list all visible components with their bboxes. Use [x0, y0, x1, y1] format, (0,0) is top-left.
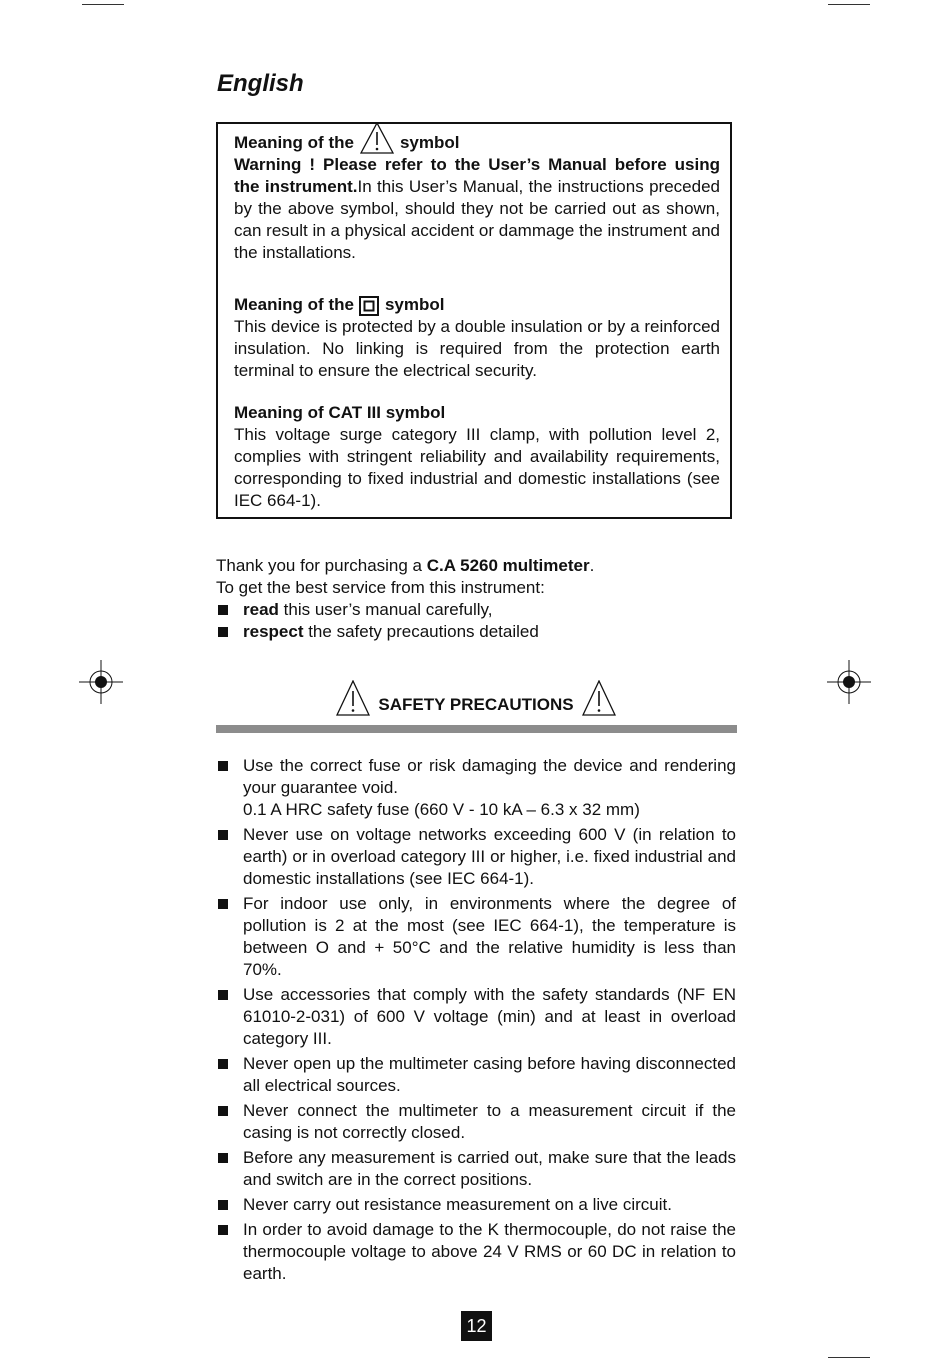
list-item: Use accessories that comply with the safety standards (NF EN 61010-2-031) of 600 V voltage (min) and at least in overload category III. — [216, 984, 736, 1050]
service-line: To get the best service from this instrument: — [216, 578, 545, 597]
bullet-square-icon — [218, 605, 228, 615]
warning-symbol-heading: Meaning of the symbol — [234, 132, 720, 154]
safety-precautions-title: SAFETY PRECAUTIONS — [216, 676, 736, 716]
section-divider — [216, 725, 737, 733]
list-item: read this user’s manual carefully, — [216, 599, 736, 621]
warning-symbol-section — [234, 132, 720, 264]
insulation-symbol-heading: Meaning of the symbol — [234, 295, 445, 314]
list-item: For indoor use only, in environments where the degree of pollution is 2 at the most (see IEC 664-1), the temperature is between O and + 50°C and the relative humidity is less than 70%. — [216, 893, 736, 981]
language-heading: English — [217, 70, 304, 97]
warning-triangle-icon — [336, 680, 370, 716]
list-item: Never connect the multimeter to a measurement circuit if the casing is not correctly closed. — [216, 1100, 736, 1144]
insulation-symbol-text: This device is protected by a double insulation or by a reinforced insulation. No linking is required from the protection earth terminal to ensure the electrical security. — [234, 317, 720, 380]
bullet-square-icon — [218, 1200, 228, 1210]
bullet-square-icon — [218, 1059, 228, 1069]
bullet-square-icon — [218, 627, 228, 637]
page-number: 12 — [461, 1311, 492, 1341]
insulation-symbol-section — [234, 294, 720, 382]
double-insulation-icon — [359, 296, 379, 316]
list-item: respect the safety precautions detailed — [216, 621, 736, 643]
intro-list — [216, 599, 736, 643]
bullet-square-icon — [218, 761, 228, 771]
list-item: In order to avoid damage to the K thermocouple, do not raise the thermocouple voltage to above 24 V RMS or 60 DC in relation to earth. — [216, 1219, 736, 1285]
registration-mark-left-icon — [79, 660, 123, 704]
crop-mark-top-right — [828, 4, 870, 5]
list-item: Never use on voltage networks exceeding 600 V (in relation to earth) or in overload category III or higher, i.e. fixed industrial and domestic installations (see IEC 664-1). — [216, 824, 736, 890]
product-name: C.A 5260 multimeter — [426, 556, 590, 575]
intro-section — [216, 555, 736, 643]
warning-triangle-icon — [360, 122, 394, 154]
bullet-square-icon — [218, 990, 228, 1000]
list-item: Never open up the multimeter casing before having disconnected all electrical sources. — [216, 1053, 736, 1097]
symbols-notice-box — [216, 122, 732, 519]
crop-mark-top-left — [82, 4, 124, 5]
crop-mark-bottom-right — [828, 1357, 870, 1358]
safety-precautions-list — [216, 755, 736, 1288]
bullet-square-icon — [218, 899, 228, 909]
cat-iii-symbol-section — [234, 402, 720, 512]
registration-mark-right-icon — [827, 660, 871, 704]
list-item: Use the correct fuse or risk damaging the device and rendering your guarantee void. 0.1 A HRC safety fuse (660 V - 10 kA – 6.3 x 32 mm) — [216, 755, 736, 821]
thanks-line: Thank you for purchasing a C.A 5260 multimeter. — [216, 556, 595, 575]
warning-triangle-icon — [582, 680, 616, 716]
bullet-square-icon — [218, 830, 228, 840]
list-item: Before any measurement is carried out, make sure that the leads and switch are in the correct positions. — [216, 1147, 736, 1191]
warning-symbol-text: Warning ! Please refer to the User’s Manual before using the instrument.In this User’s Manual, the instructions preceded by the above symbol, should they not be carried out as shown, can result in a physical accident or dammage the instrument and the installations. — [234, 155, 720, 262]
bullet-square-icon — [218, 1225, 228, 1235]
bullet-square-icon — [218, 1106, 228, 1116]
list-item: Never carry out resistance measurement on a live circuit. — [216, 1194, 736, 1216]
cat-iii-symbol-heading: Meaning of CAT III symbol — [234, 403, 446, 422]
bullet-square-icon — [218, 1153, 228, 1163]
cat-iii-symbol-text: This voltage surge category III clamp, with pollution level 2, complies with stringent reliability and availability requirements, corresponding to fixed industrial and domestic installations (see IEC 664-1). — [234, 425, 720, 510]
